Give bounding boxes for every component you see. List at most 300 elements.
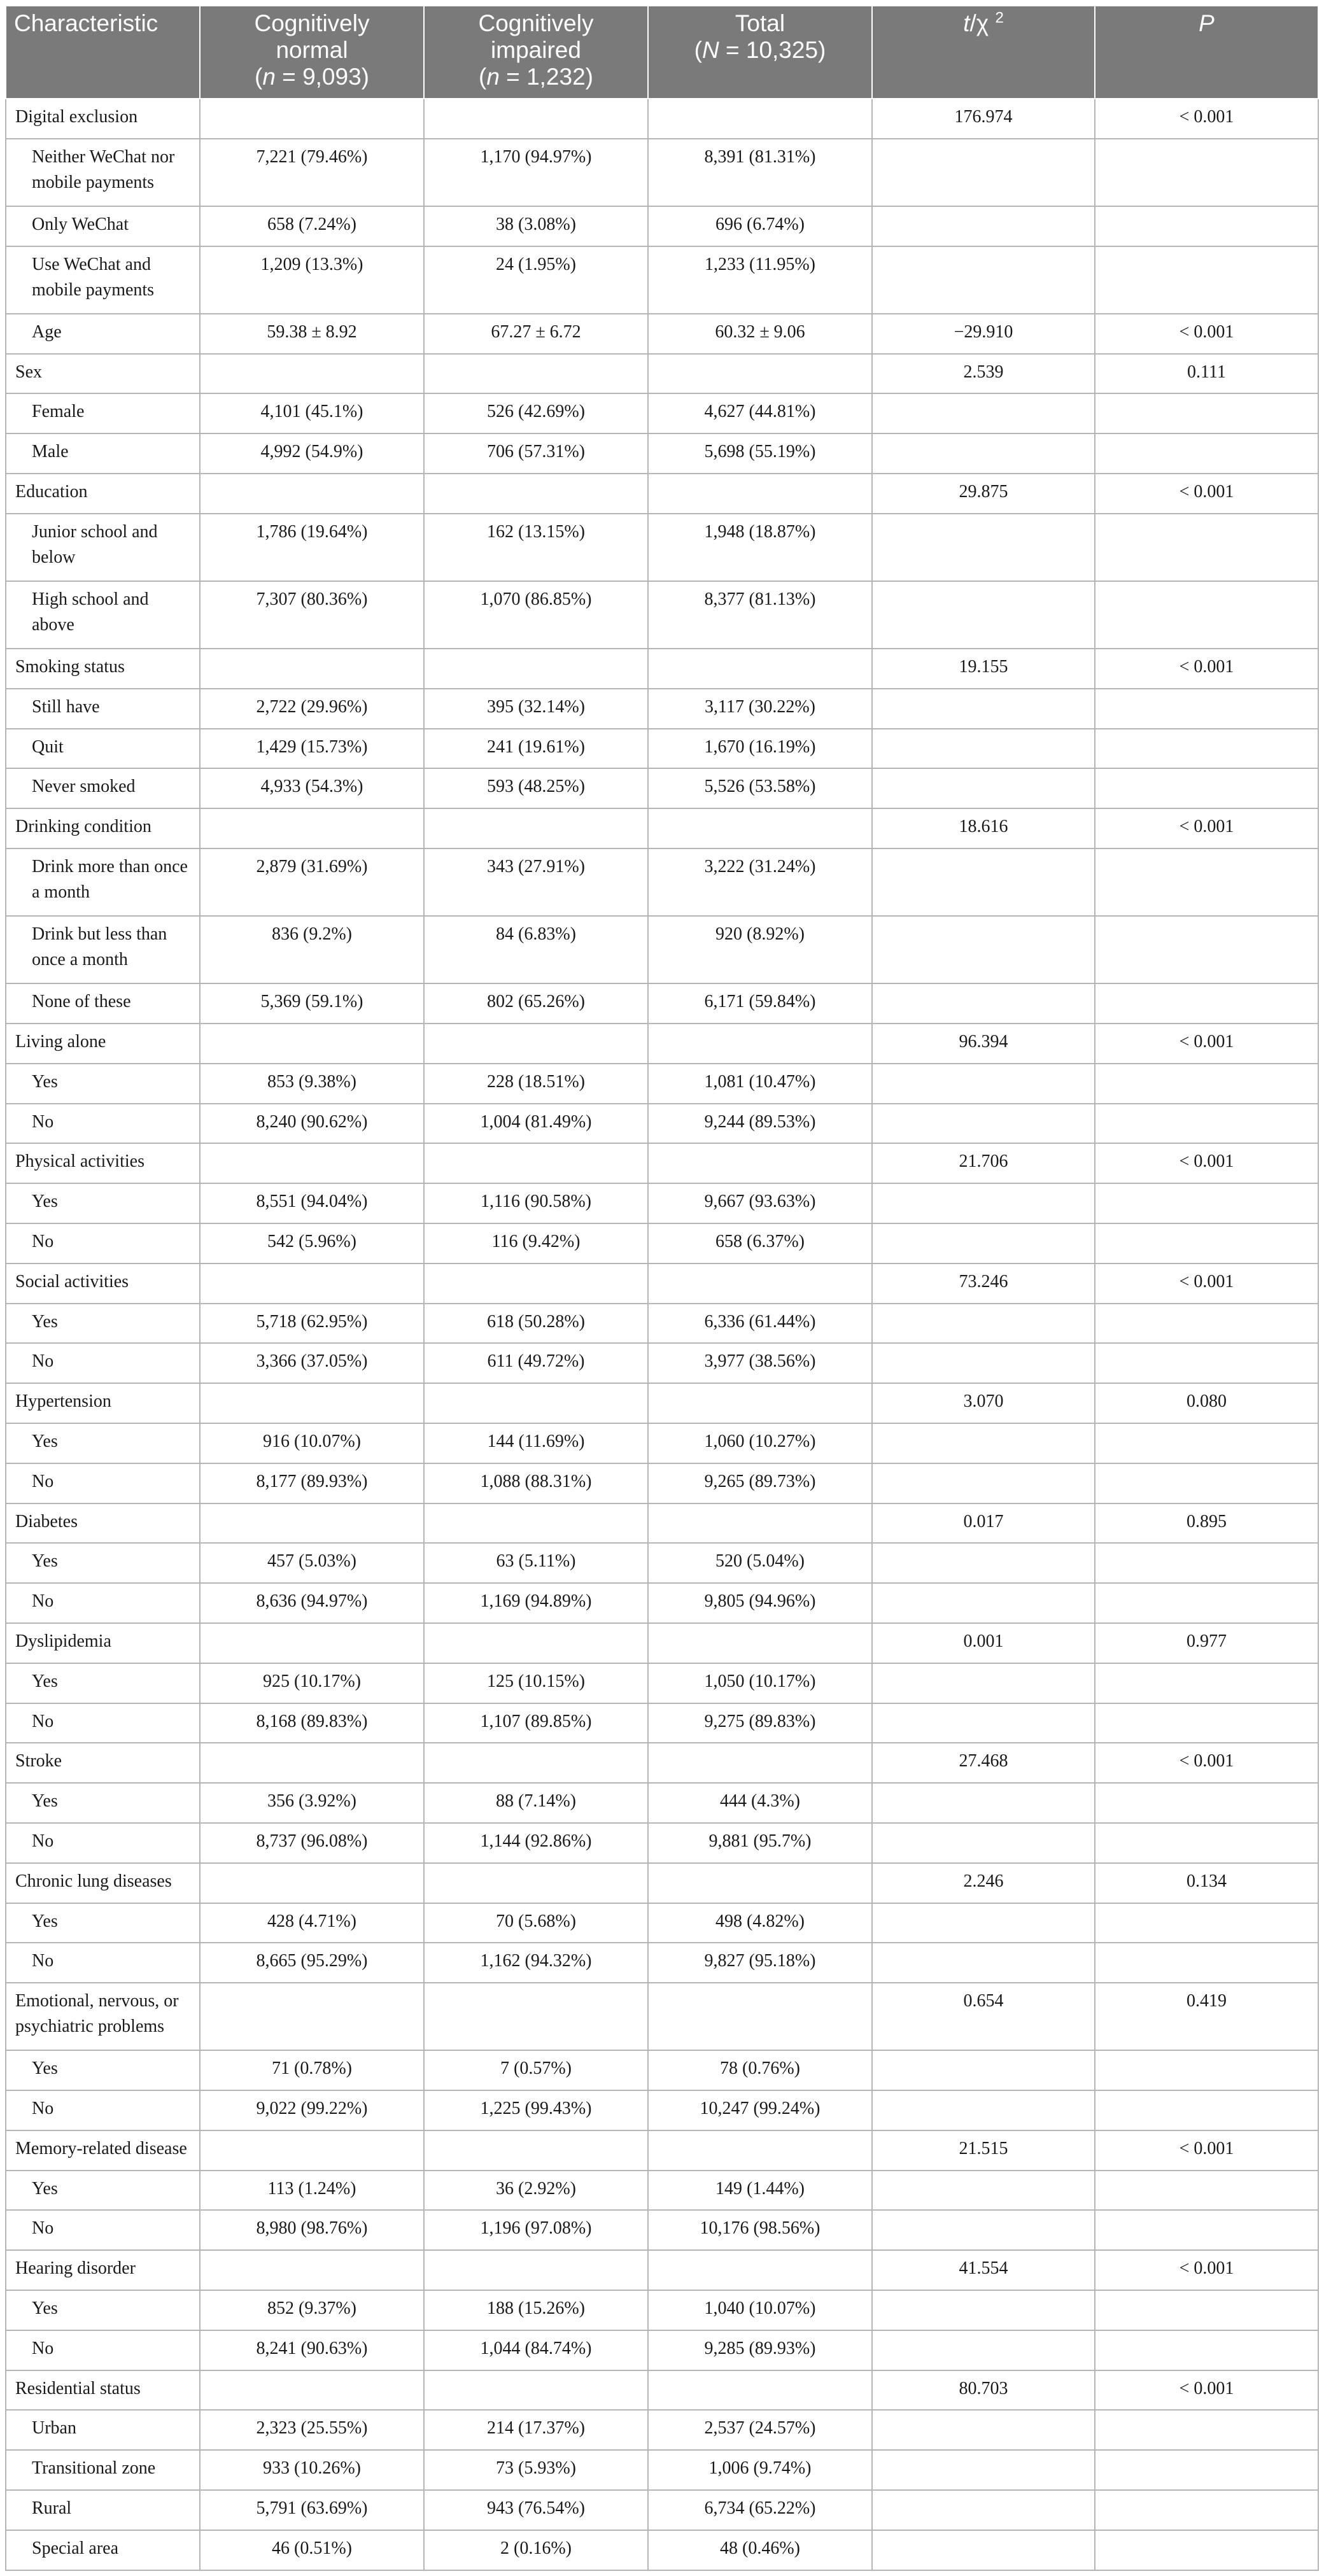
cell-test-statistic bbox=[872, 768, 1095, 808]
header-total: Total (N = 10,325) bbox=[648, 6, 872, 99]
cell-test-statistic: 0.654 bbox=[872, 1983, 1095, 2050]
cell-p-value bbox=[1095, 2450, 1318, 2490]
cell-p-value bbox=[1095, 2410, 1318, 2450]
cell-total: 4,627 (44.81%) bbox=[648, 393, 872, 433]
cell-characteristic: No bbox=[6, 2330, 200, 2370]
cell-cognitively-normal: 8,980 (98.76%) bbox=[200, 2210, 424, 2250]
header-test-statistic: t/χ $^2$ bbox=[872, 6, 1095, 99]
cell-p-value bbox=[1095, 1064, 1318, 1104]
cell-total: 78 (0.76%) bbox=[648, 2050, 872, 2090]
table-row bbox=[6, 1943, 1318, 1983]
cell-total: 9,265 (89.73%) bbox=[648, 1463, 872, 1503]
table-row bbox=[6, 1343, 1318, 1383]
cell-cognitively-normal: 71 (0.78%) bbox=[200, 2050, 424, 2090]
cell-characteristic: Education bbox=[6, 474, 200, 514]
cell-cognitively-impaired: 526 (42.69%) bbox=[424, 393, 648, 433]
table-row-category bbox=[6, 2250, 1318, 2290]
cell-cognitively-normal: 8,636 (94.97%) bbox=[200, 1583, 424, 1623]
cell-characteristic: Only WeChat bbox=[6, 206, 200, 246]
cell-p-value bbox=[1095, 729, 1318, 769]
cell-test-statistic bbox=[872, 1703, 1095, 1743]
cell-total: 920 (8.92%) bbox=[648, 916, 872, 983]
table-row bbox=[6, 581, 1318, 649]
cell-cognitively-normal bbox=[200, 1383, 424, 1423]
cell-characteristic: No bbox=[6, 2210, 200, 2250]
cell-total: 658 (6.37%) bbox=[648, 1223, 872, 1263]
cell-cognitively-impaired bbox=[424, 474, 648, 514]
table-row bbox=[6, 1583, 1318, 1623]
cell-total: 9,881 (95.7%) bbox=[648, 1823, 872, 1863]
table-row bbox=[6, 2330, 1318, 2370]
cell-characteristic: Drink but less than once a month bbox=[6, 916, 200, 983]
cell-total: 6,734 (65.22%) bbox=[648, 2490, 872, 2530]
cell-p-value: < 0.001 bbox=[1095, 1143, 1318, 1183]
cell-p-value: 0.419 bbox=[1095, 1983, 1318, 2050]
cell-characteristic: No bbox=[6, 1463, 200, 1503]
cell-characteristic: Special area bbox=[6, 2530, 200, 2570]
cell-test-statistic bbox=[872, 139, 1095, 206]
cell-cognitively-normal: 925 (10.17%) bbox=[200, 1663, 424, 1703]
cell-cognitively-normal: 8,177 (89.93%) bbox=[200, 1463, 424, 1503]
cell-total: 1,040 (10.07%) bbox=[648, 2290, 872, 2330]
cell-characteristic: Yes bbox=[6, 1183, 200, 1223]
cell-cognitively-normal: 46 (0.51%) bbox=[200, 2530, 424, 2570]
cell-cognitively-impaired: 116 (9.42%) bbox=[424, 1223, 648, 1263]
cell-characteristic: None of these bbox=[6, 983, 200, 1024]
cell-cognitively-normal bbox=[200, 99, 424, 139]
cell-characteristic: Male bbox=[6, 433, 200, 474]
cell-total: 48 (0.46%) bbox=[648, 2530, 872, 2570]
cell-cognitively-normal bbox=[200, 1024, 424, 1064]
cell-cognitively-normal bbox=[200, 2130, 424, 2171]
cell-test-statistic bbox=[872, 2410, 1095, 2450]
table-row-category bbox=[6, 2370, 1318, 2411]
cell-test-statistic: 18.616 bbox=[872, 808, 1095, 848]
cell-characteristic: Yes bbox=[6, 1903, 200, 1943]
cell-cognitively-normal: 428 (4.71%) bbox=[200, 1903, 424, 1943]
header-row bbox=[6, 6, 1318, 99]
cell-total: 2,537 (24.57%) bbox=[648, 2410, 872, 2450]
cell-total: 1,233 (11.95%) bbox=[648, 246, 872, 314]
cell-total: 8,391 (81.31%) bbox=[648, 139, 872, 206]
cell-p-value bbox=[1095, 1823, 1318, 1863]
cell-total: 3,222 (31.24%) bbox=[648, 848, 872, 916]
cell-characteristic: No bbox=[6, 1583, 200, 1623]
cell-characteristic: Emotional, nervous, or psychiatric problems bbox=[6, 1983, 200, 2050]
cell-cognitively-impaired: 7 (0.57%) bbox=[424, 2050, 648, 2090]
cell-characteristic: Yes bbox=[6, 1783, 200, 1823]
cell-test-statistic bbox=[872, 729, 1095, 769]
cell-total: 9,275 (89.83%) bbox=[648, 1703, 872, 1743]
cell-p-value bbox=[1095, 1783, 1318, 1823]
cell-p-value bbox=[1095, 581, 1318, 649]
table-row bbox=[6, 2210, 1318, 2250]
cell-total: 5,526 (53.58%) bbox=[648, 768, 872, 808]
cell-cognitively-impaired bbox=[424, 2130, 648, 2171]
table-row bbox=[6, 2490, 1318, 2530]
cell-cognitively-impaired: 188 (15.26%) bbox=[424, 2290, 648, 2330]
cell-cognitively-impaired bbox=[424, 1503, 648, 1544]
cell-test-statistic bbox=[872, 2490, 1095, 2530]
cell-cognitively-normal: 853 (9.38%) bbox=[200, 1064, 424, 1104]
cell-test-statistic bbox=[872, 433, 1095, 474]
cell-cognitively-normal: 1,786 (19.64%) bbox=[200, 514, 424, 581]
cell-total: 6,171 (59.84%) bbox=[648, 983, 872, 1024]
cell-cognitively-impaired: 1,162 (94.32%) bbox=[424, 1943, 648, 1983]
cell-test-statistic bbox=[872, 916, 1095, 983]
cell-total: 1,006 (9.74%) bbox=[648, 2450, 872, 2490]
cell-p-value bbox=[1095, 2050, 1318, 2090]
cell-p-value bbox=[1095, 2530, 1318, 2570]
table-row bbox=[6, 2410, 1318, 2450]
cell-characteristic: Yes bbox=[6, 2171, 200, 2211]
cell-p-value bbox=[1095, 2210, 1318, 2250]
cell-characteristic: Quit bbox=[6, 729, 200, 769]
cell-test-statistic: 80.703 bbox=[872, 2370, 1095, 2411]
cell-cognitively-impaired bbox=[424, 1383, 648, 1423]
cell-total bbox=[648, 1983, 872, 2050]
cell-characteristic: Residential status bbox=[6, 2370, 200, 2411]
cell-cognitively-impaired: 1,044 (84.74%) bbox=[424, 2330, 648, 2370]
cell-cognitively-normal: 3,366 (37.05%) bbox=[200, 1343, 424, 1383]
cell-p-value: < 0.001 bbox=[1095, 2250, 1318, 2290]
cell-p-value bbox=[1095, 246, 1318, 314]
cell-p-value bbox=[1095, 1543, 1318, 1583]
cell-p-value bbox=[1095, 2490, 1318, 2530]
table-row bbox=[6, 1104, 1318, 1144]
cell-cognitively-normal bbox=[200, 1623, 424, 1663]
cell-characteristic: No bbox=[6, 1343, 200, 1383]
cell-test-statistic bbox=[872, 2210, 1095, 2250]
table-row bbox=[6, 246, 1318, 314]
cell-p-value: < 0.001 bbox=[1095, 2370, 1318, 2411]
cell-characteristic: Dyslipidemia bbox=[6, 1623, 200, 1663]
cell-cognitively-impaired bbox=[424, 1143, 648, 1183]
cell-cognitively-impaired bbox=[424, 2250, 648, 2290]
cell-characteristic: Never smoked bbox=[6, 768, 200, 808]
cell-characteristic: Smoking status bbox=[6, 649, 200, 689]
cell-total bbox=[648, 1743, 872, 1783]
table-row bbox=[6, 848, 1318, 916]
cell-characteristic: Yes bbox=[6, 1304, 200, 1344]
cell-total bbox=[648, 2370, 872, 2411]
table-row bbox=[6, 689, 1318, 729]
cell-cognitively-impaired: 24 (1.95%) bbox=[424, 246, 648, 314]
cell-p-value bbox=[1095, 983, 1318, 1024]
cell-total: 1,670 (16.19%) bbox=[648, 729, 872, 769]
cell-total: 9,805 (94.96%) bbox=[648, 1583, 872, 1623]
table-row-category bbox=[6, 1863, 1318, 1903]
cell-test-statistic bbox=[872, 2450, 1095, 2490]
table-row-category bbox=[6, 2130, 1318, 2171]
cell-p-value bbox=[1095, 1583, 1318, 1623]
cell-total bbox=[648, 808, 872, 848]
cell-cognitively-normal: 8,737 (96.08%) bbox=[200, 1823, 424, 1863]
table-row bbox=[6, 1183, 1318, 1223]
table-row bbox=[6, 1823, 1318, 1863]
cell-p-value bbox=[1095, 433, 1318, 474]
cell-p-value: < 0.001 bbox=[1095, 1743, 1318, 1783]
cell-test-statistic bbox=[872, 2171, 1095, 2211]
cell-test-statistic bbox=[872, 1064, 1095, 1104]
cell-test-statistic: 21.515 bbox=[872, 2130, 1095, 2171]
cell-p-value: < 0.001 bbox=[1095, 808, 1318, 848]
cell-total bbox=[648, 1503, 872, 1544]
cell-cognitively-normal: 1,209 (13.3%) bbox=[200, 246, 424, 314]
cell-cognitively-normal: 8,241 (90.63%) bbox=[200, 2330, 424, 2370]
cell-cognitively-impaired: 1,170 (94.97%) bbox=[424, 139, 648, 206]
cell-cognitively-impaired: 593 (48.25%) bbox=[424, 768, 648, 808]
cell-characteristic: Social activities bbox=[6, 1263, 200, 1304]
cell-characteristic: Neither WeChat nor mobile payments bbox=[6, 139, 200, 206]
cell-cognitively-impaired: 1,004 (81.49%) bbox=[424, 1104, 648, 1144]
table-row-category bbox=[6, 1024, 1318, 1064]
cell-cognitively-impaired: 36 (2.92%) bbox=[424, 2171, 648, 2211]
cell-cognitively-normal bbox=[200, 2370, 424, 2411]
table-row-category bbox=[6, 1503, 1318, 1544]
cell-cognitively-normal: 8,240 (90.62%) bbox=[200, 1104, 424, 1144]
cell-characteristic: Yes bbox=[6, 1663, 200, 1703]
cell-cognitively-impaired: 611 (49.72%) bbox=[424, 1343, 648, 1383]
cell-test-statistic: 41.554 bbox=[872, 2250, 1095, 2290]
cell-cognitively-impaired: 1,107 (89.85%) bbox=[424, 1703, 648, 1743]
cell-p-value: < 0.001 bbox=[1095, 474, 1318, 514]
cell-test-statistic: 0.017 bbox=[872, 1503, 1095, 1544]
cell-total: 696 (6.74%) bbox=[648, 206, 872, 246]
cell-test-statistic bbox=[872, 848, 1095, 916]
cell-test-statistic: 2.539 bbox=[872, 354, 1095, 394]
cell-total bbox=[648, 1383, 872, 1423]
cell-total: 1,050 (10.17%) bbox=[648, 1663, 872, 1703]
cell-cognitively-impaired: 1,070 (86.85%) bbox=[424, 581, 648, 649]
cell-cognitively-impaired: 70 (5.68%) bbox=[424, 1903, 648, 1943]
cell-cognitively-impaired: 241 (19.61%) bbox=[424, 729, 648, 769]
cell-cognitively-normal: 8,168 (89.83%) bbox=[200, 1703, 424, 1743]
cell-p-value bbox=[1095, 206, 1318, 246]
cell-test-statistic: 0.001 bbox=[872, 1623, 1095, 1663]
characteristics-table bbox=[5, 5, 1319, 2571]
cell-cognitively-normal: 59.38 ± 8.92 bbox=[200, 314, 424, 354]
cell-total bbox=[648, 2130, 872, 2171]
cell-test-statistic bbox=[872, 514, 1095, 581]
cell-test-statistic bbox=[872, 2090, 1095, 2130]
cell-cognitively-normal: 4,933 (54.3%) bbox=[200, 768, 424, 808]
cell-cognitively-impaired: 395 (32.14%) bbox=[424, 689, 648, 729]
cell-cognitively-impaired: 802 (65.26%) bbox=[424, 983, 648, 1024]
table-row bbox=[6, 1903, 1318, 1943]
cell-test-statistic: 29.875 bbox=[872, 474, 1095, 514]
cell-cognitively-normal bbox=[200, 1863, 424, 1903]
cell-total: 498 (4.82%) bbox=[648, 1903, 872, 1943]
cell-cognitively-impaired bbox=[424, 1863, 648, 1903]
cell-characteristic: Drinking condition bbox=[6, 808, 200, 848]
cell-test-statistic: 27.468 bbox=[872, 1743, 1095, 1783]
cell-total: 6,336 (61.44%) bbox=[648, 1304, 872, 1344]
cell-characteristic: Female bbox=[6, 393, 200, 433]
cell-cognitively-normal: 5,718 (62.95%) bbox=[200, 1304, 424, 1344]
cell-total: 9,244 (89.53%) bbox=[648, 1104, 872, 1144]
cell-total: 60.32 ± 9.06 bbox=[648, 314, 872, 354]
cell-test-statistic bbox=[872, 983, 1095, 1024]
cell-characteristic: No bbox=[6, 1703, 200, 1743]
cell-total: 3,117 (30.22%) bbox=[648, 689, 872, 729]
cell-cognitively-normal bbox=[200, 1263, 424, 1304]
cell-test-statistic bbox=[872, 1343, 1095, 1383]
cell-characteristic: Age bbox=[6, 314, 200, 354]
cell-characteristic: No bbox=[6, 1104, 200, 1144]
cell-characteristic: Still have bbox=[6, 689, 200, 729]
table-row bbox=[6, 2450, 1318, 2490]
cell-test-statistic bbox=[872, 689, 1095, 729]
cell-p-value: < 0.001 bbox=[1095, 99, 1318, 139]
cell-cognitively-impaired: 706 (57.31%) bbox=[424, 433, 648, 474]
cell-test-statistic bbox=[872, 581, 1095, 649]
cell-cognitively-impaired: 1,116 (90.58%) bbox=[424, 1183, 648, 1223]
cell-total bbox=[648, 1143, 872, 1183]
cell-total bbox=[648, 354, 872, 394]
cell-characteristic: Diabetes bbox=[6, 1503, 200, 1544]
cell-characteristic: Physical activities bbox=[6, 1143, 200, 1183]
header-cognitively-impaired: Cognitively impaired (n = 1,232) bbox=[424, 6, 648, 99]
table-row bbox=[6, 514, 1318, 581]
cell-cognitively-normal bbox=[200, 1743, 424, 1783]
table-row bbox=[6, 206, 1318, 246]
cell-test-statistic bbox=[872, 1423, 1095, 1463]
cell-p-value bbox=[1095, 1223, 1318, 1263]
cell-p-value bbox=[1095, 916, 1318, 983]
table-row bbox=[6, 2171, 1318, 2211]
cell-p-value: < 0.001 bbox=[1095, 2130, 1318, 2171]
cell-characteristic: Sex bbox=[6, 354, 200, 394]
cell-test-statistic bbox=[872, 1463, 1095, 1503]
cell-p-value: < 0.001 bbox=[1095, 314, 1318, 354]
cell-cognitively-impaired: 67.27 ± 6.72 bbox=[424, 314, 648, 354]
cell-cognitively-normal: 1,429 (15.73%) bbox=[200, 729, 424, 769]
table-row-category bbox=[6, 1743, 1318, 1783]
cell-cognitively-impaired: 1,225 (99.43%) bbox=[424, 2090, 648, 2130]
cell-cognitively-impaired bbox=[424, 1983, 648, 2050]
cell-p-value bbox=[1095, 1304, 1318, 1344]
cell-total: 1,060 (10.27%) bbox=[648, 1423, 872, 1463]
cell-total: 444 (4.3%) bbox=[648, 1783, 872, 1823]
cell-cognitively-impaired: 84 (6.83%) bbox=[424, 916, 648, 983]
cell-test-statistic bbox=[872, 2530, 1095, 2570]
cell-test-statistic bbox=[872, 1223, 1095, 1263]
cell-p-value bbox=[1095, 2171, 1318, 2211]
header-cognitively-normal: Cognitively normal (n = 9,093) bbox=[200, 6, 424, 99]
cell-p-value bbox=[1095, 139, 1318, 206]
cell-p-value bbox=[1095, 1663, 1318, 1703]
cell-characteristic: Yes bbox=[6, 1064, 200, 1104]
table-row bbox=[6, 983, 1318, 1024]
cell-cognitively-normal bbox=[200, 354, 424, 394]
cell-total: 9,667 (93.63%) bbox=[648, 1183, 872, 1223]
cell-cognitively-impaired: 943 (76.54%) bbox=[424, 2490, 648, 2530]
table-row bbox=[6, 2050, 1318, 2090]
table-row-category bbox=[6, 1263, 1318, 1304]
cell-p-value: 0.977 bbox=[1095, 1623, 1318, 1663]
cell-characteristic: No bbox=[6, 1223, 200, 1263]
table-row bbox=[6, 433, 1318, 474]
cell-test-statistic bbox=[872, 1903, 1095, 1943]
cell-p-value: 0.895 bbox=[1095, 1503, 1318, 1544]
cell-cognitively-normal: 2,879 (31.69%) bbox=[200, 848, 424, 916]
table-body bbox=[6, 99, 1318, 2570]
table-row bbox=[6, 1783, 1318, 1823]
cell-total bbox=[648, 1263, 872, 1304]
table-row bbox=[6, 2530, 1318, 2570]
table-row bbox=[6, 729, 1318, 769]
cell-cognitively-normal: 2,722 (29.96%) bbox=[200, 689, 424, 729]
cell-cognitively-impaired bbox=[424, 1623, 648, 1663]
cell-p-value bbox=[1095, 689, 1318, 729]
cell-cognitively-normal bbox=[200, 1503, 424, 1544]
cell-test-statistic: 19.155 bbox=[872, 649, 1095, 689]
cell-total bbox=[648, 649, 872, 689]
cell-total: 10,176 (98.56%) bbox=[648, 2210, 872, 2250]
table-row bbox=[6, 916, 1318, 983]
cell-total: 1,948 (18.87%) bbox=[648, 514, 872, 581]
cell-cognitively-impaired: 63 (5.11%) bbox=[424, 1543, 648, 1583]
cell-characteristic: Yes bbox=[6, 1423, 200, 1463]
cell-cognitively-impaired: 162 (13.15%) bbox=[424, 514, 648, 581]
cell-cognitively-impaired: 228 (18.51%) bbox=[424, 1064, 648, 1104]
table-row-category bbox=[6, 1623, 1318, 1663]
cell-cognitively-normal: 7,307 (80.36%) bbox=[200, 581, 424, 649]
cell-cognitively-impaired bbox=[424, 2370, 648, 2411]
cell-cognitively-impaired bbox=[424, 1024, 648, 1064]
cell-cognitively-impaired bbox=[424, 354, 648, 394]
cell-total: 1,081 (10.47%) bbox=[648, 1064, 872, 1104]
cell-test-statistic bbox=[872, 1943, 1095, 1983]
cell-cognitively-impaired: 88 (7.14%) bbox=[424, 1783, 648, 1823]
cell-cognitively-impaired: 144 (11.69%) bbox=[424, 1423, 648, 1463]
cell-test-statistic bbox=[872, 246, 1095, 314]
cell-characteristic: Rural bbox=[6, 2490, 200, 2530]
cell-test-statistic bbox=[872, 2290, 1095, 2330]
table-row bbox=[6, 1703, 1318, 1743]
cell-p-value bbox=[1095, 1423, 1318, 1463]
cell-cognitively-normal: 916 (10.07%) bbox=[200, 1423, 424, 1463]
cell-test-statistic bbox=[872, 1304, 1095, 1344]
cell-characteristic: Transitional zone bbox=[6, 2450, 200, 2490]
cell-total: 3,977 (38.56%) bbox=[648, 1343, 872, 1383]
cell-test-statistic bbox=[872, 1543, 1095, 1583]
cell-p-value bbox=[1095, 393, 1318, 433]
table-row bbox=[6, 139, 1318, 206]
cell-p-value bbox=[1095, 1104, 1318, 1144]
table-row bbox=[6, 768, 1318, 808]
cell-cognitively-normal bbox=[200, 1143, 424, 1183]
cell-p-value bbox=[1095, 2330, 1318, 2370]
cell-p-value bbox=[1095, 2290, 1318, 2330]
cell-characteristic: No bbox=[6, 1943, 200, 1983]
cell-cognitively-normal: 4,992 (54.9%) bbox=[200, 433, 424, 474]
cell-p-value bbox=[1095, 2090, 1318, 2130]
cell-cognitively-normal: 2,323 (25.55%) bbox=[200, 2410, 424, 2450]
cell-test-statistic bbox=[872, 1183, 1095, 1223]
cell-test-statistic: −29.910 bbox=[872, 314, 1095, 354]
cell-cognitively-impaired: 343 (27.91%) bbox=[424, 848, 648, 916]
cell-total bbox=[648, 474, 872, 514]
cell-cognitively-impaired: 214 (17.37%) bbox=[424, 2410, 648, 2450]
cell-test-statistic bbox=[872, 1783, 1095, 1823]
cell-characteristic: No bbox=[6, 2090, 200, 2130]
table-row bbox=[6, 2290, 1318, 2330]
cell-p-value: 0.134 bbox=[1095, 1863, 1318, 1903]
cell-total: 10,247 (99.24%) bbox=[648, 2090, 872, 2130]
cell-cognitively-normal bbox=[200, 1983, 424, 2050]
